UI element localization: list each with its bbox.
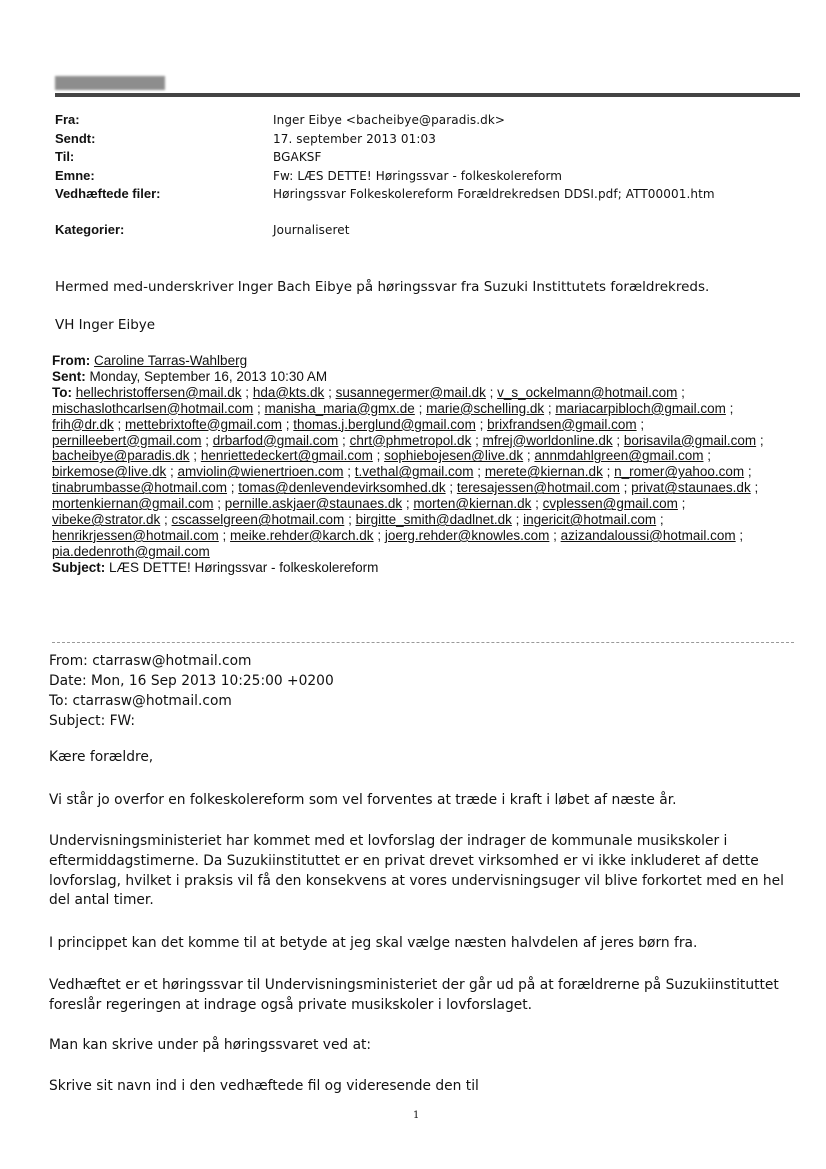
recipient-address[interactable]: brixfrandsen@gmail.com xyxy=(487,416,637,432)
fwd-from-label: From: xyxy=(52,353,91,368)
recipient-address[interactable]: n_romer@yahoo.com xyxy=(614,464,745,480)
recipient-address[interactable]: meike.rehder@karch.dk xyxy=(230,527,374,543)
cosign-statement: Hermed med-underskriver Inger Bach Eibye på høringssvar fra Suzuki Instittutets forældrekreds. xyxy=(55,279,710,295)
recipient-address[interactable]: mischaslothcarlsen@hotmail.com xyxy=(52,400,254,416)
paragraph-4-line-2: foreslår regeringen at indrage også private musikskoler i lovforslaget. xyxy=(49,997,533,1013)
recipient-address[interactable]: mfrej@worldonline.dk xyxy=(482,432,613,448)
paragraph-2-line-3: lovforslag, hvilket i praksis vil få den konsekvens at vores undervisningsuger vil blive forkortet med en hel xyxy=(49,873,784,889)
recipient-address[interactable]: morten@kiernan.dk xyxy=(413,496,532,512)
recipient-address[interactable]: ingericit@hotmail.com xyxy=(523,512,657,528)
recipient-address[interactable]: mariacarpibloch@gmail.com xyxy=(555,400,726,416)
orig-from: From: ctarrasw@hotmail.com xyxy=(49,653,252,669)
forwarded-header xyxy=(52,353,792,576)
recipient-address[interactable]: hellechristoffersen@mail.dk xyxy=(75,384,242,400)
paragraph-2-line-2: eftermiddagstimerne. Da Suzukiinstituttet er en privat drevet virksomhed er vi ikke inkluderet af dette xyxy=(49,853,759,869)
recipient-address[interactable]: henrikrjessen@hotmail.com xyxy=(52,527,219,543)
recipient-address[interactable]: mettebrixtofte@gmail.com xyxy=(125,416,283,432)
recipient-address[interactable]: mortenkiernan@gmail.com xyxy=(52,496,214,512)
recipient-address[interactable]: pernilleebert@gmail.com xyxy=(52,432,202,448)
fwd-subject-label: Subject: xyxy=(52,559,106,575)
from-label: Fra: xyxy=(55,112,80,127)
recipient-address[interactable]: merete@kiernan.dk xyxy=(484,464,603,480)
recipient-address[interactable]: cvplessen@gmail.com xyxy=(542,496,678,512)
recipient-address[interactable]: birgitte_smith@dadlnet.dk xyxy=(355,512,512,528)
recipient-address[interactable]: joerg.rehder@knowles.com xyxy=(384,527,550,543)
paragraph-5: Man kan skrive under på høringssvaret ved at: xyxy=(49,1037,372,1053)
paragraph-2-line-4: del antal timer. xyxy=(49,892,154,908)
recipient-address[interactable]: t.vethal@gmail.com xyxy=(354,464,474,480)
recipient-address[interactable]: henriettedeckert@gmail.com xyxy=(200,448,373,464)
paragraph-1: Vi står jo overfor en folkeskolereform som vel forventes at træde i kraft i løbet af næste år. xyxy=(49,792,677,808)
recipient-address[interactable]: tomas@denlevendevirksomhed.dk xyxy=(238,480,446,496)
recipient-address[interactable]: amviolin@wienertrioen.com xyxy=(177,464,344,480)
page-number: 1 xyxy=(413,1110,420,1121)
recipient-address[interactable]: chrt@phmetropol.dk xyxy=(349,432,472,448)
recipient-address[interactable]: privat@staunaes.dk xyxy=(631,480,751,496)
recipient-address[interactable]: borisavila@gmail.com xyxy=(623,432,757,448)
recipient-address[interactable]: birkemose@live.dk xyxy=(52,464,167,480)
paragraph-3: I princippet kan det komme til at betyde at jeg skal vælge næsten halvdelen af jeres børn fra. xyxy=(49,935,698,951)
subject-label: Emne: xyxy=(55,168,95,183)
category-value: Journaliseret xyxy=(273,223,350,237)
recipient-address[interactable]: pernille.askjaer@staunaes.dk xyxy=(224,496,403,512)
recipient-address[interactable]: tinabrumbasse@hotmail.com xyxy=(52,480,228,496)
sent-value: 17. september 2013 01:03 xyxy=(273,132,437,146)
paragraph-6: Skrive sit navn ind i den vedhæftede fil og videresende den til xyxy=(49,1078,479,1094)
signature: VH Inger Eibye xyxy=(55,317,156,333)
paragraph-2-line-1: Undervisningsministeriet har kommet med et lovforslag der indrager de kommunale musikskoler i xyxy=(49,833,728,849)
recipient-address[interactable]: annmdahlgreen@gmail.com xyxy=(534,448,704,464)
recipient-address[interactable]: hda@kts.dk xyxy=(252,384,325,400)
attachments-value: Høringssvar Folkeskolereform Forældrekredsen DDSI.pdf; ATT00001.htm xyxy=(273,187,715,201)
message-separator xyxy=(52,642,794,643)
category-label: Kategorier: xyxy=(55,222,125,237)
recipient-address[interactable]: sophiebojesen@live.dk xyxy=(384,448,524,464)
orig-to: To: ctarrasw@hotmail.com xyxy=(49,693,232,709)
recipient-address[interactable]: thomas.j.berglund@gmail.com xyxy=(293,416,476,432)
recipient-address[interactable]: frih@dr.dk xyxy=(52,416,114,432)
header-rule xyxy=(55,93,800,97)
recipient-address[interactable]: v_s_ockelmann@hotmail.com xyxy=(497,384,678,400)
attachments-label: Vedhæftede filer: xyxy=(55,186,161,201)
recipient-address[interactable]: vibeke@strator.dk xyxy=(52,512,161,528)
orig-subject: Subject: FW: xyxy=(49,713,136,729)
recipient-address[interactable]: teresajessen@hotmail.com xyxy=(456,480,620,496)
orig-date: Date: Mon, 16 Sep 2013 10:25:00 +0200 xyxy=(49,673,334,689)
sent-label: Sendt: xyxy=(55,131,96,146)
to-value: BGAKSF xyxy=(273,150,322,164)
recipient-address[interactable]: marie@schelling.dk xyxy=(426,400,545,416)
recipient-address[interactable]: susannegermer@mail.dk xyxy=(335,384,486,400)
fwd-recipients: To: hellechristoffersen@mail.dk ; hda@kts.dk ; susannegermer@mail.dk ; v_s_ockelmann@hotmail.com ; mischaslothcarlsen@hotmail.com ; manisha_maria@gmx.de ; marie@schelling.dk ; mariacarpibloch@gmail.com ; frih@dr.dk ; mettebrixtofte@gmail.com ; thomas.j.berglund@gmail.com ; brixfrandsen@gmail.com ; pernilleebert@gmail.com ; drbarfod@gmail.com ; chrt@phmetropol.dk ; mfrej@worldonline.dk ; borisavila@gmail.com ; bacheibye@paradis.dk ; henriettedeckert@gmail.com ; sophiebojesen@live.dk ; annmdahlgreen@gmail.com ; birkemose@live.dk ; amviolin@wienertrioen.com ; t.vethal@gmail.com ; merete@kiernan.dk ; n_romer@yahoo.com ; tinabrumbasse@hotmail.com ; tomas@denlevendevirksomhed.dk ; teresajessen@hotmail.com ; privat@staunaes.dk ; mortenkiernan@gmail.com ; pernille.askjaer@staunaes.dk ; morten@kiernan.dk ; cvplessen@gmail.com ; vibeke@strator.dk ; cscasselgreen@hotmail.com ; birgitte_smith@dadlnet.dk ; ingericit@hotmail.com ; henrikrjessen@hotmail.com ; meike.rehder@karch.dk ; joerg.rehder@knowles.com ; azizandaloussi@hotmail.com ; pia.dedenroth@gmail.com xyxy=(52,384,764,559)
from-value: Inger Eibye <bacheibye@paradis.dk> xyxy=(273,113,506,127)
recipient-address[interactable]: cscasselgreen@hotmail.com xyxy=(171,512,345,528)
recipient-address[interactable]: azizandaloussi@hotmail.com xyxy=(560,527,736,543)
recipient-address[interactable]: manisha_maria@gmx.de xyxy=(264,400,415,416)
recipient-address[interactable]: drbarfod@gmail.com xyxy=(212,432,339,448)
recipient-address[interactable]: pia.dedenroth@gmail.com xyxy=(52,543,210,559)
greeting: Kære forældre, xyxy=(49,749,154,765)
fwd-sent-label: Sent: xyxy=(52,368,86,384)
fwd-from-value[interactable]: Caroline Tarras-Wahlberg xyxy=(94,353,248,368)
to-label: Til: xyxy=(55,149,75,164)
subject-value: Fw: LÆS DETTE! Høringssvar - folkeskolereform xyxy=(273,169,563,183)
recipient-address[interactable]: bacheibye@paradis.dk xyxy=(52,448,190,464)
redacted-header-block xyxy=(55,76,165,90)
fwd-sent-value: Monday, September 16, 2013 10:30 AM xyxy=(89,368,328,384)
paragraph-4-line-1: Vedhæftet er et høringssvar til Undervisningsministeriet der går ud på at forældrerne på Suzukiinstituttet xyxy=(49,977,779,993)
fwd-subject-value: LÆS DETTE! Høringssvar - folkeskolereform xyxy=(109,559,379,575)
fwd-to-label: To: xyxy=(52,384,72,400)
